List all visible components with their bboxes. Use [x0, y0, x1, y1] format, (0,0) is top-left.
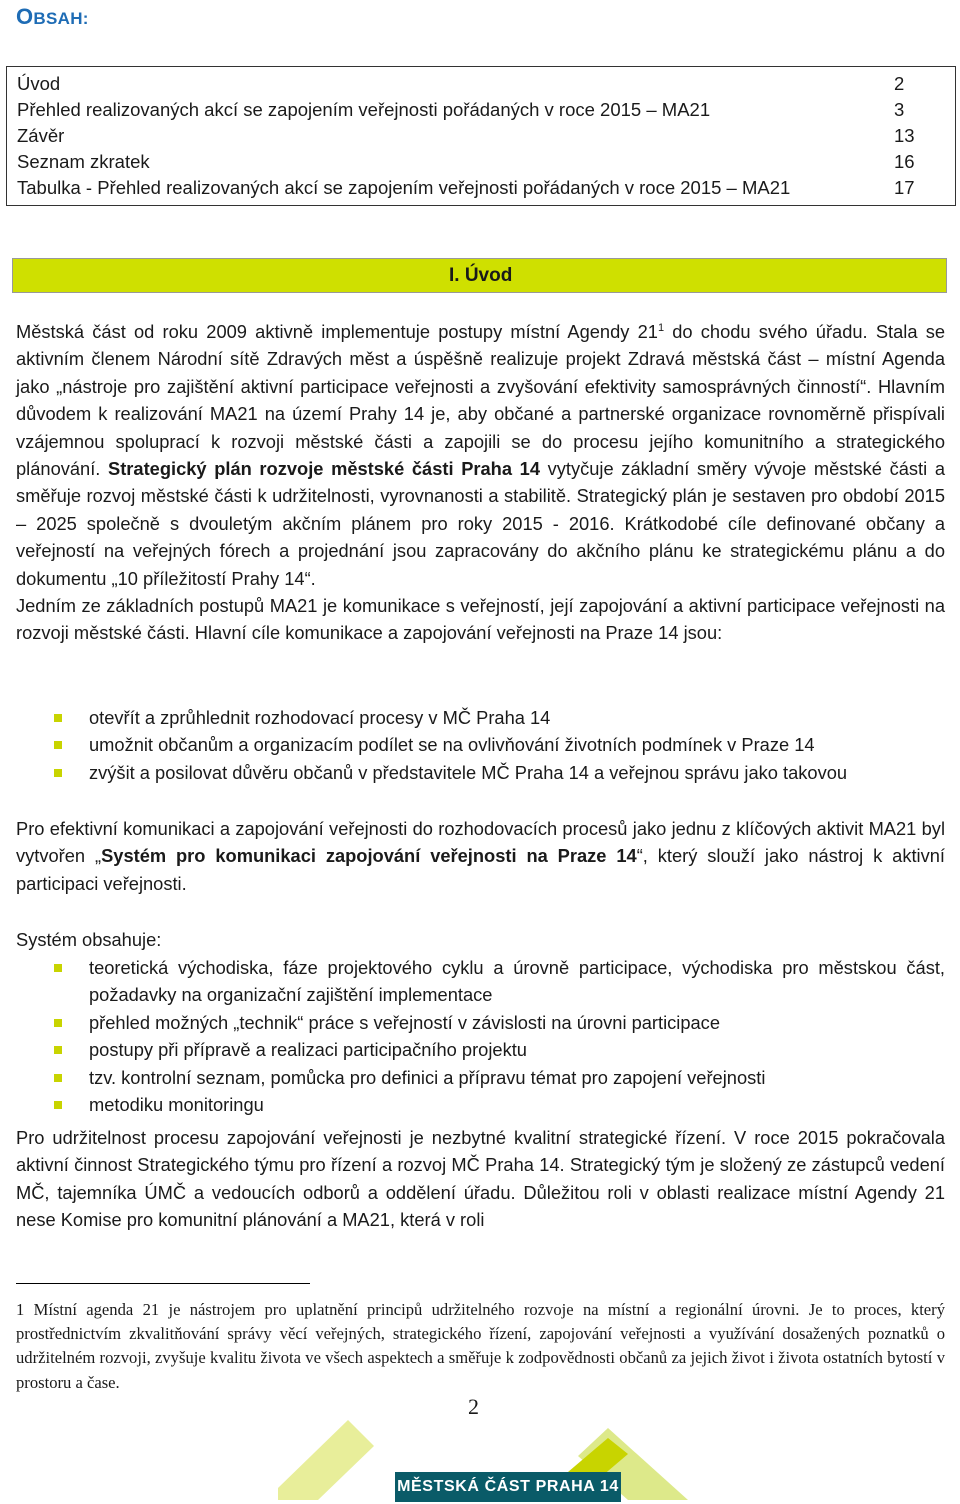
toc-page: 17	[894, 177, 915, 198]
toc-row[interactable]	[17, 175, 947, 201]
contents-title-rest: BSAH:	[33, 9, 89, 28]
toc-title[interactable]: Úvod	[17, 73, 61, 94]
toc-row[interactable]	[17, 71, 947, 97]
footnote-ref[interactable]: 1	[657, 321, 665, 334]
system-contents-list	[16, 954, 945, 1118]
goals-intro-paragraph: Jedním ze základních postupů MA21 je komunikace s veřejností, její zapojování a aktivní participace veřejnosti na rozvoji městské části. Hlavní cíle komunikace a zapojování veřejnosti na Praze 14 jsou:	[16, 595, 945, 644]
closing-paragraph: Pro udržitelnost procesu zapojování veřejnosti je nezbytné kvalitní strategické řízení. V roce 2015 pokračovala aktivní činnost Strategického týmu pro řízení a rozvoj MČ Praha 14. Strategický tým je složený ze zástupců vedení MČ, tajemníka ÚMČ a vedoucích odborů a oddělení úřadu. Důležitou roli v oblasti realizace místní Agendy 21 nese Komise pro komunitní plánování a MA21, která v roli	[16, 1127, 945, 1231]
section-heading	[12, 258, 947, 293]
bullet-square-icon	[54, 964, 62, 972]
list-item: otevřít a zprůhlednit rozhodovací procesy v MČ Praha 14	[16, 704, 945, 731]
bullet-square-icon	[54, 1046, 62, 1054]
bullet-square-icon	[54, 1101, 62, 1109]
logo-shape-left	[278, 1420, 374, 1500]
intro-paragraph: Městská část od roku 2009 aktivně implementuje postupy místní Agendy $21^1$ do chodu svého úřadu. Stala se aktivním členem Národní sítě Zdravých měst a úspěšně realizuje projekt Zdravá městská část – místní Agenda jako „nástroje pro zajištění aktivní participace veřejnosti a zvyšování efektivity samosprávných činností“. Hlavním důvodem k realizování MA21 na území Prahy 14 je, aby občané a partnerské organizace rovnoměrně přispívali vzájemnou spoluprací k rozvoji městské části a zapojili se do procesu jejího komunitního a strategického plánování. Strategický plán rozvoje městské části Praha 14 vytyčuje základní směry vývoje městské části a směřuje rozvoj městské části k udržitelnosti, vyrovnanosti a stabilitě. Strategický plán je sestaven pro období 2015 – 2025 společně s dvouletým akčním plánem pro roky 2015 - 2016. Krátkodobé cíle definované občany a veřejností na veřejných fórech a projednání jsou zapracovány do akčního plánu ke strategickému plánu a do dokumentu „10 příležitostí Prahy 14“. Jedním ze základních postupů MA21 je komunikace s veřejností, její zapojování a aktivní participace veřejnosti na rozvoji městské části. Hlavní cíle komunikace a zapojování veřejnosti na Praze 14 jsou:	[16, 318, 945, 647]
footnote-separator	[16, 1283, 310, 1284]
page-number: 2	[468, 1394, 479, 1419]
section-heading-text: I. Úvod	[449, 265, 513, 286]
strategic-plan-emphasis: Strategický plán rozvoje městské části Praha 14	[108, 458, 540, 480]
toc-row[interactable]	[17, 123, 947, 149]
list-item: přehled možných „technik“ práce s veřejností v závislosti na úrovni participace	[16, 1009, 945, 1036]
bullet-square-icon	[54, 1019, 62, 1027]
list-item: tzv. kontrolní seznam, pomůcka pro definici a přípravu témat pro zapojení veřejnosti	[16, 1064, 945, 1091]
bullet-square-icon	[54, 714, 62, 722]
contents-title-initial: O	[16, 4, 34, 29]
system-paragraph: Pro efektivní komunikaci a zapojování veřejnosti do rozhodovacích procesů jako jednu z klíčových aktivit MA21 byl vytvořen „Systém pro komunikaci zapojování veřejnosti na Praze 14“, který slouží jako nástroj k aktivní participaci veřejnosti.	[16, 818, 945, 894]
list-item: zvýšit a posilovat důvěru občanů v představitele MČ Praha 14 a veřejnou správu jako takovou	[16, 759, 945, 786]
toc-page: 3	[894, 99, 905, 120]
system-contains-label: Systém obsahuje:	[16, 929, 162, 950]
toc-title[interactable]: Závěr	[17, 125, 65, 146]
toc-row[interactable]	[17, 97, 947, 123]
list-item: metodiku monitoringu	[16, 1091, 945, 1118]
toc-page: 2	[894, 73, 905, 94]
footnote-number: 1	[16, 1300, 25, 1319]
toc-page: 16	[894, 151, 915, 172]
district-logo-text: MĚSTSKÁ ČÁST PRAHA 14	[395, 1472, 621, 1502]
system-name-emphasis: Systém pro komunikaci zapojování veřejnosti na Praze 14	[101, 845, 637, 867]
toc-row[interactable]	[17, 149, 947, 175]
footnote: 1 Místní agenda 21 je nástrojem pro uplatnění principů udržitelného rozvoje na místní a regionální úrovni. Je to proces, který prostřednictvím zkvalitňování správy věcí veřejných, strategického řízení, zapojování veřejnosti a využívání dosažených poznatků o udržitelném rozvoji, zvyšuje kvalitu života ve všech aspektech a směřuje k zodpovědnosti občanů za jejich život i života ostatních bytostí v prostoru a čase.	[16, 1300, 945, 1392]
goals-list	[16, 704, 945, 786]
table-of-contents	[6, 66, 956, 206]
toc-title[interactable]: Přehled realizovaných akcí se zapojením veřejnosti pořádaných v roce 2015 – MA21	[17, 99, 711, 120]
contents-title	[16, 4, 89, 30]
toc-page: 13	[894, 125, 915, 146]
list-item: umožnit občanům a organizacím podílet se na ovlivňování životních podmínek v Praze 14	[16, 731, 945, 758]
bullet-square-icon	[54, 769, 62, 777]
toc-title[interactable]: Tabulka - Přehled realizovaných akcí se zapojením veřejnosti pořádaných v roce 2015 – MA21	[17, 177, 791, 198]
list-item: postupy při přípravě a realizaci participačního projektu	[16, 1036, 945, 1063]
list-item: teoretická východiska, fáze projektového cyklu a úrovně participace, východiska pro městskou část, požadavky na organizační zajištění implementace	[16, 954, 945, 1009]
bullet-square-icon	[54, 1074, 62, 1082]
bullet-square-icon	[54, 741, 62, 749]
toc-title[interactable]: Seznam zkratek	[17, 151, 150, 172]
